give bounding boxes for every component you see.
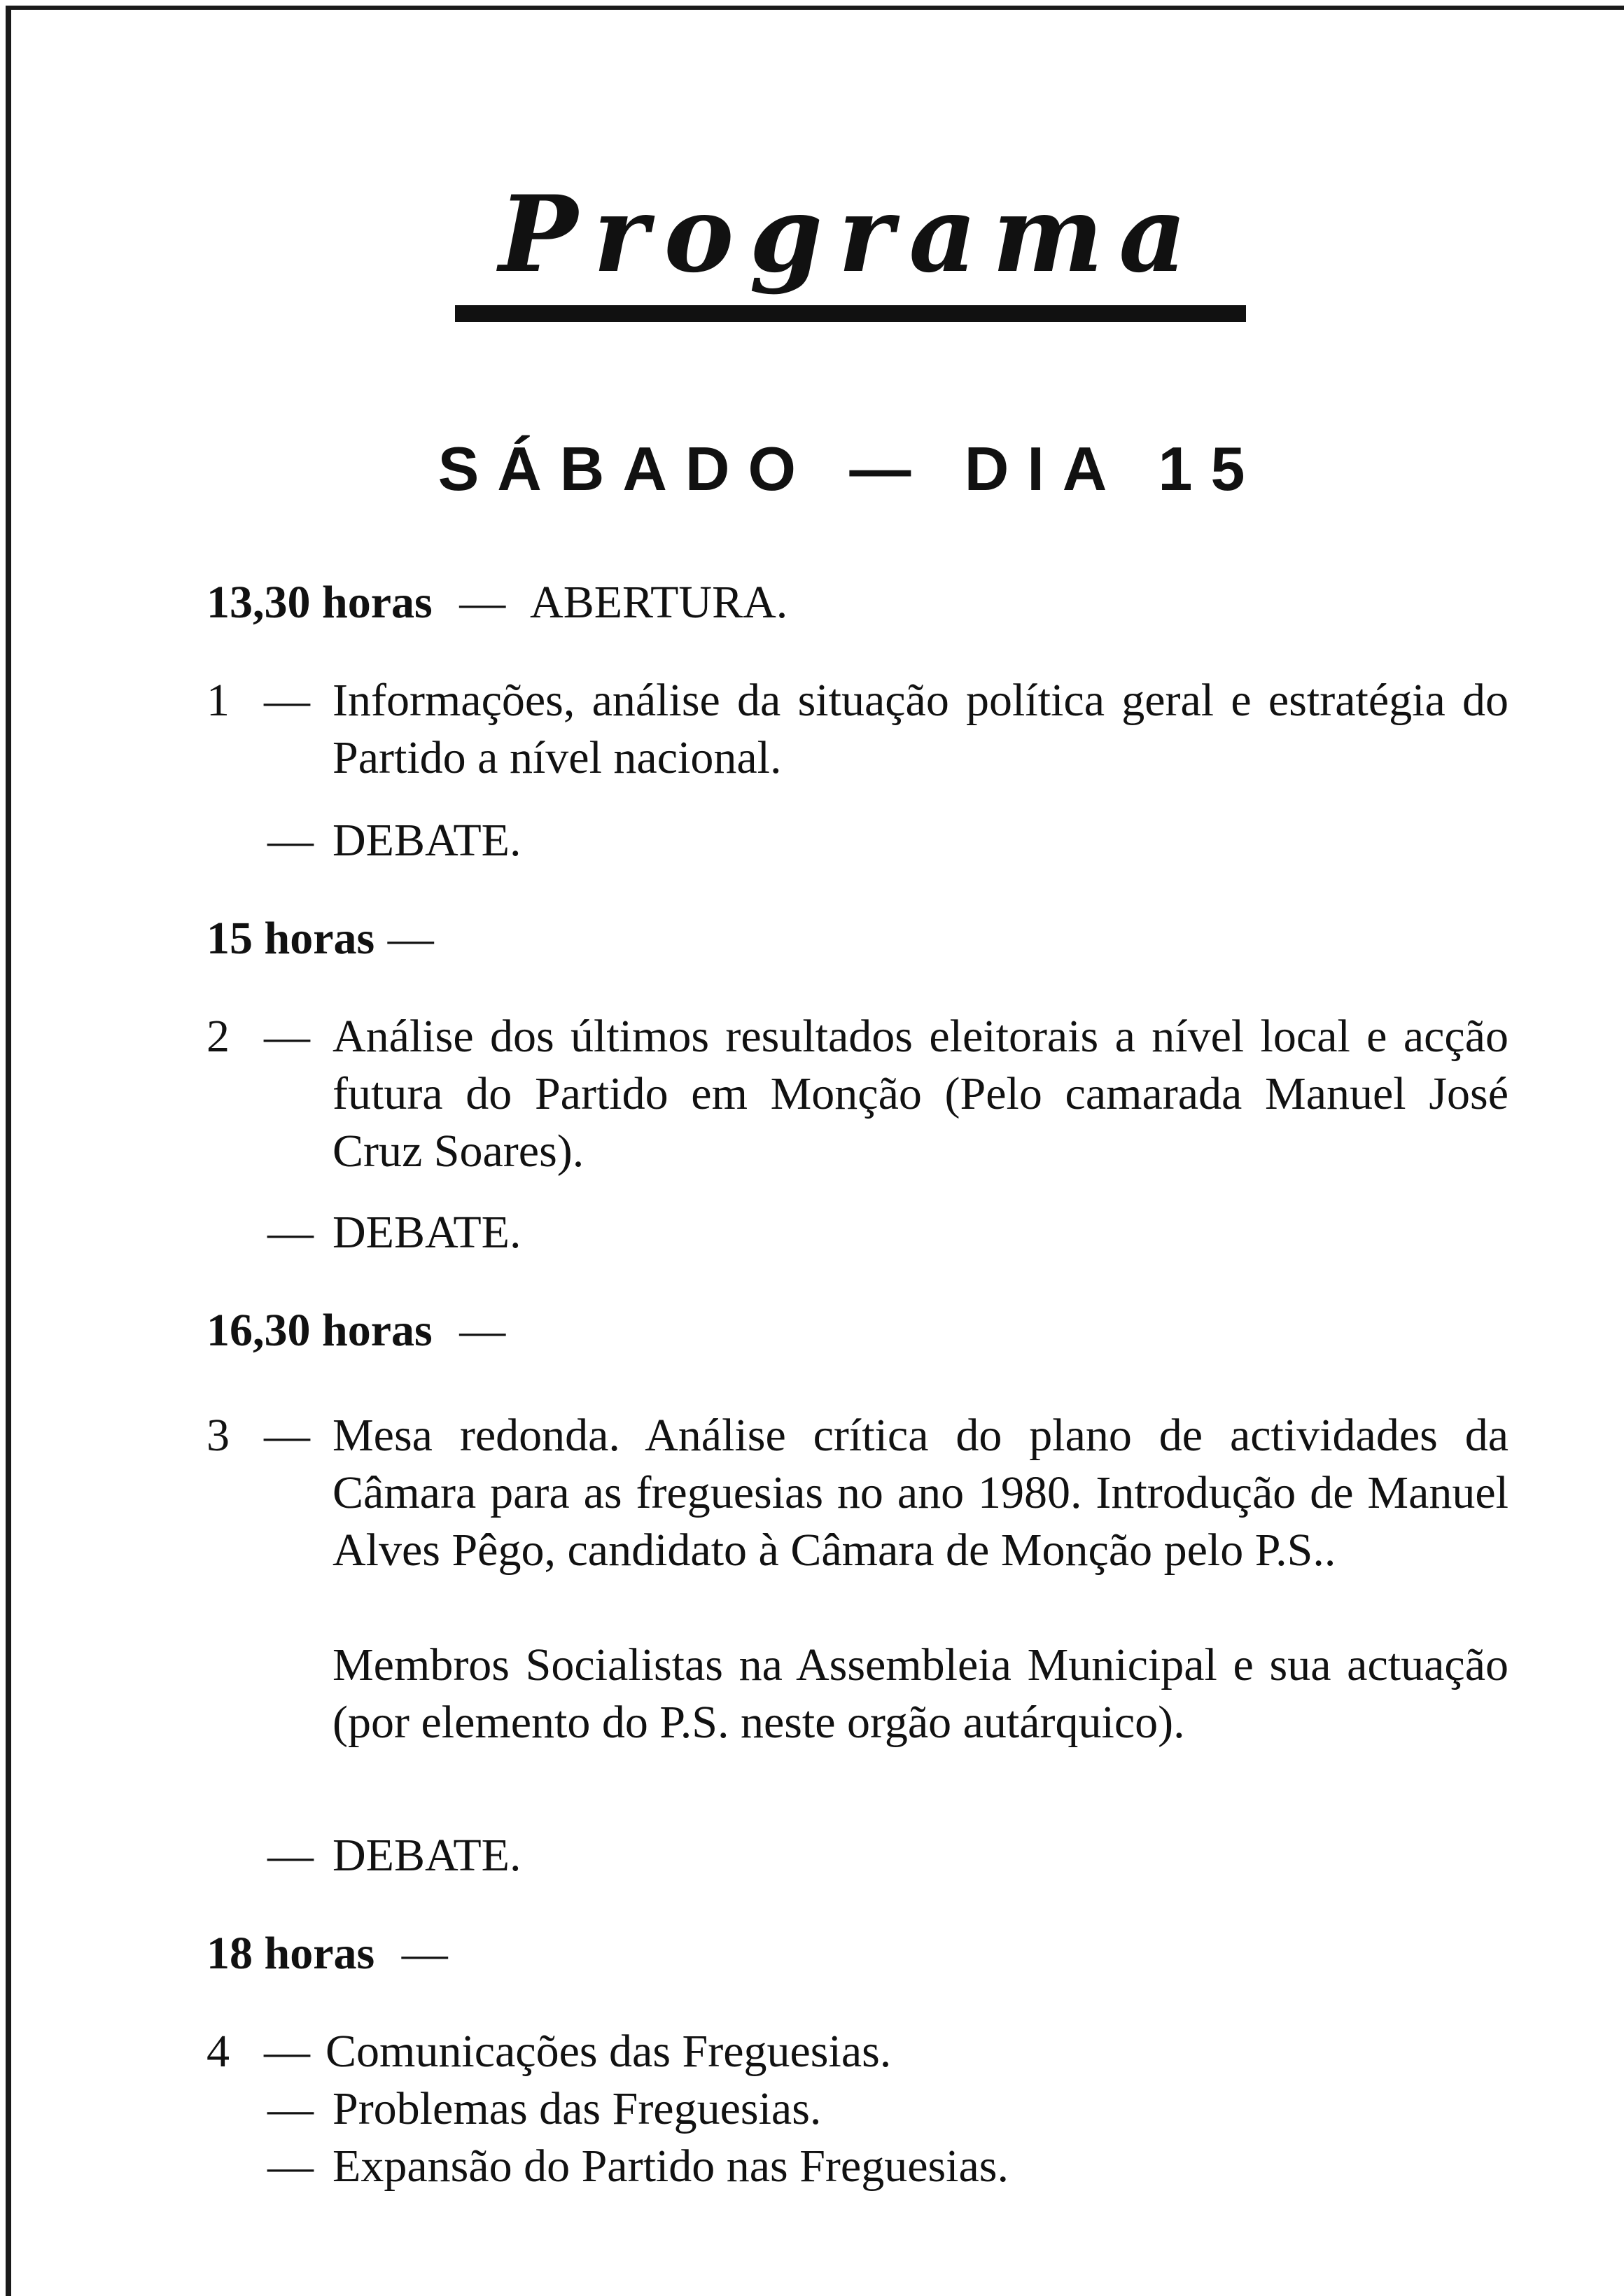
item-text: Comunicações das Freguesias.	[326, 2026, 892, 2077]
schedule-time-row	[206, 1302, 521, 1359]
schedule-time: 13,30 horas	[206, 577, 433, 628]
schedule-time-row	[206, 1925, 463, 1982]
separator-dash: —	[264, 2026, 310, 2077]
schedule-time: 15 horas	[206, 913, 375, 964]
page-border-top	[7, 6, 1624, 10]
schedule-time: 16,30 horas	[206, 1305, 433, 1356]
sub-item	[248, 2138, 1009, 2195]
title-underline	[455, 305, 1246, 322]
separator-dash: —	[267, 1830, 314, 1881]
debate-label: DEBATE.	[332, 1830, 522, 1881]
separator-dash: —	[401, 1928, 448, 1979]
agenda-item	[206, 1407, 326, 1464]
agenda-item	[206, 1008, 326, 1065]
debate-label: DEBATE.	[332, 1207, 522, 1258]
separator-dash: —	[459, 577, 506, 628]
debate-line	[248, 1204, 521, 1261]
agenda-item	[206, 672, 326, 729]
page-title: Programa	[498, 173, 1203, 296]
schedule-time: 18 horas	[206, 1928, 375, 1979]
item-number: 1	[206, 675, 230, 726]
item-number: 3	[206, 1410, 230, 1461]
sub-item	[248, 2080, 821, 2138]
item-text: Mesa redonda. Análise crítica do plano de actividades da Câmara para as freguesias no ano 1980. Introdução de Manuel Alves Pêgo, candidato à Câmara de Monção pelo P.S..	[332, 1410, 1508, 1576]
page-border-left	[6, 6, 11, 2296]
schedule-time-row	[206, 910, 435, 967]
debate-line	[248, 812, 521, 869]
separator-dash: —	[264, 1011, 310, 1062]
item-number: 4	[206, 2026, 230, 2077]
separator-dash: —	[387, 913, 434, 964]
agenda-item	[206, 2023, 891, 2080]
debate-line	[248, 1827, 521, 1884]
separator-dash: —	[267, 2083, 314, 2134]
separator-dash: —	[264, 1410, 310, 1461]
sub-item-text: Problemas das Freguesias.	[332, 2083, 822, 2134]
day-heading: SÁBADO — DIA 15	[438, 434, 1264, 503]
schedule-time-row	[206, 574, 788, 631]
separator-dash: —	[267, 815, 314, 866]
separator-dash: —	[459, 1305, 506, 1356]
separator-dash: —	[267, 1207, 314, 1258]
sub-item-text: Expansão do Partido nas Freguesias.	[332, 2141, 1009, 2192]
item-text: Análise dos últimos resultados eleitorais a nível local e acção futura do Partido em Monção (Pelo camarada Manuel José Cruz Soares).	[332, 1011, 1508, 1177]
item-number: 2	[206, 1011, 230, 1062]
schedule-label: ABERTURA.	[530, 577, 788, 628]
item-text: Informações, análise da situação política geral e estratégia do Partido a nível nacional.	[332, 675, 1508, 783]
debate-label: DEBATE.	[332, 815, 522, 866]
separator-dash: —	[264, 675, 310, 726]
item-text-continued: Membros Socialistas na Assembleia Municipal e sua actuação (por elemento do P.S. neste orgão autárquico).	[332, 1639, 1508, 1748]
separator-dash: —	[267, 2141, 314, 2192]
